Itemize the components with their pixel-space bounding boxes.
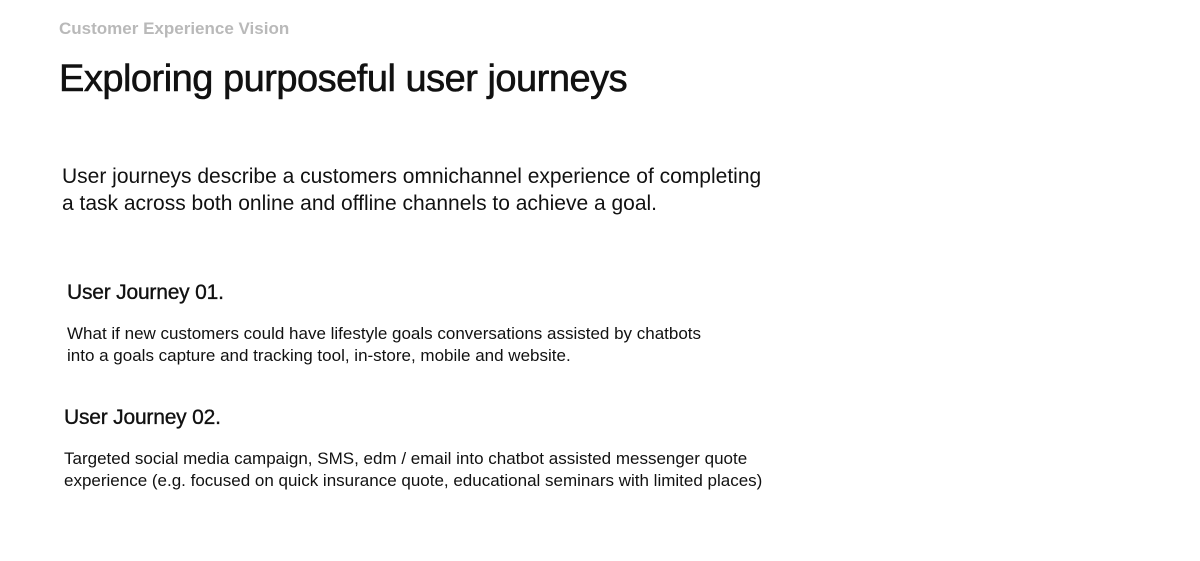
intro-line: a task across both online and offline channels to achieve a goal.	[62, 192, 658, 215]
page-title: Exploring purposeful user journeys	[59, 58, 628, 100]
journey-01-description	[67, 323, 701, 367]
intro-line: User journeys describe a customers omnichannel experience of completing	[62, 165, 762, 188]
journey-02-line: Targeted social media campaign, SMS, edm / email into chatbot assisted messenger quote	[64, 449, 748, 468]
section-eyebrow: Customer Experience Vision	[59, 19, 290, 38]
journey-01-heading: User Journey 01.	[67, 281, 224, 304]
intro-paragraph	[62, 163, 782, 217]
journey-01-line: What if new customers could have lifestyle goals conversations assisted by chatbots	[67, 324, 702, 343]
journey-02-heading: User Journey 02.	[64, 406, 221, 429]
journey-01-line: into a goals capture and tracking tool, in-store, mobile and website.	[67, 346, 571, 365]
journey-02-line: experience (e.g. focused on quick insurance quote, educational seminars with limited places)	[64, 471, 763, 490]
journey-02-description	[64, 448, 762, 492]
